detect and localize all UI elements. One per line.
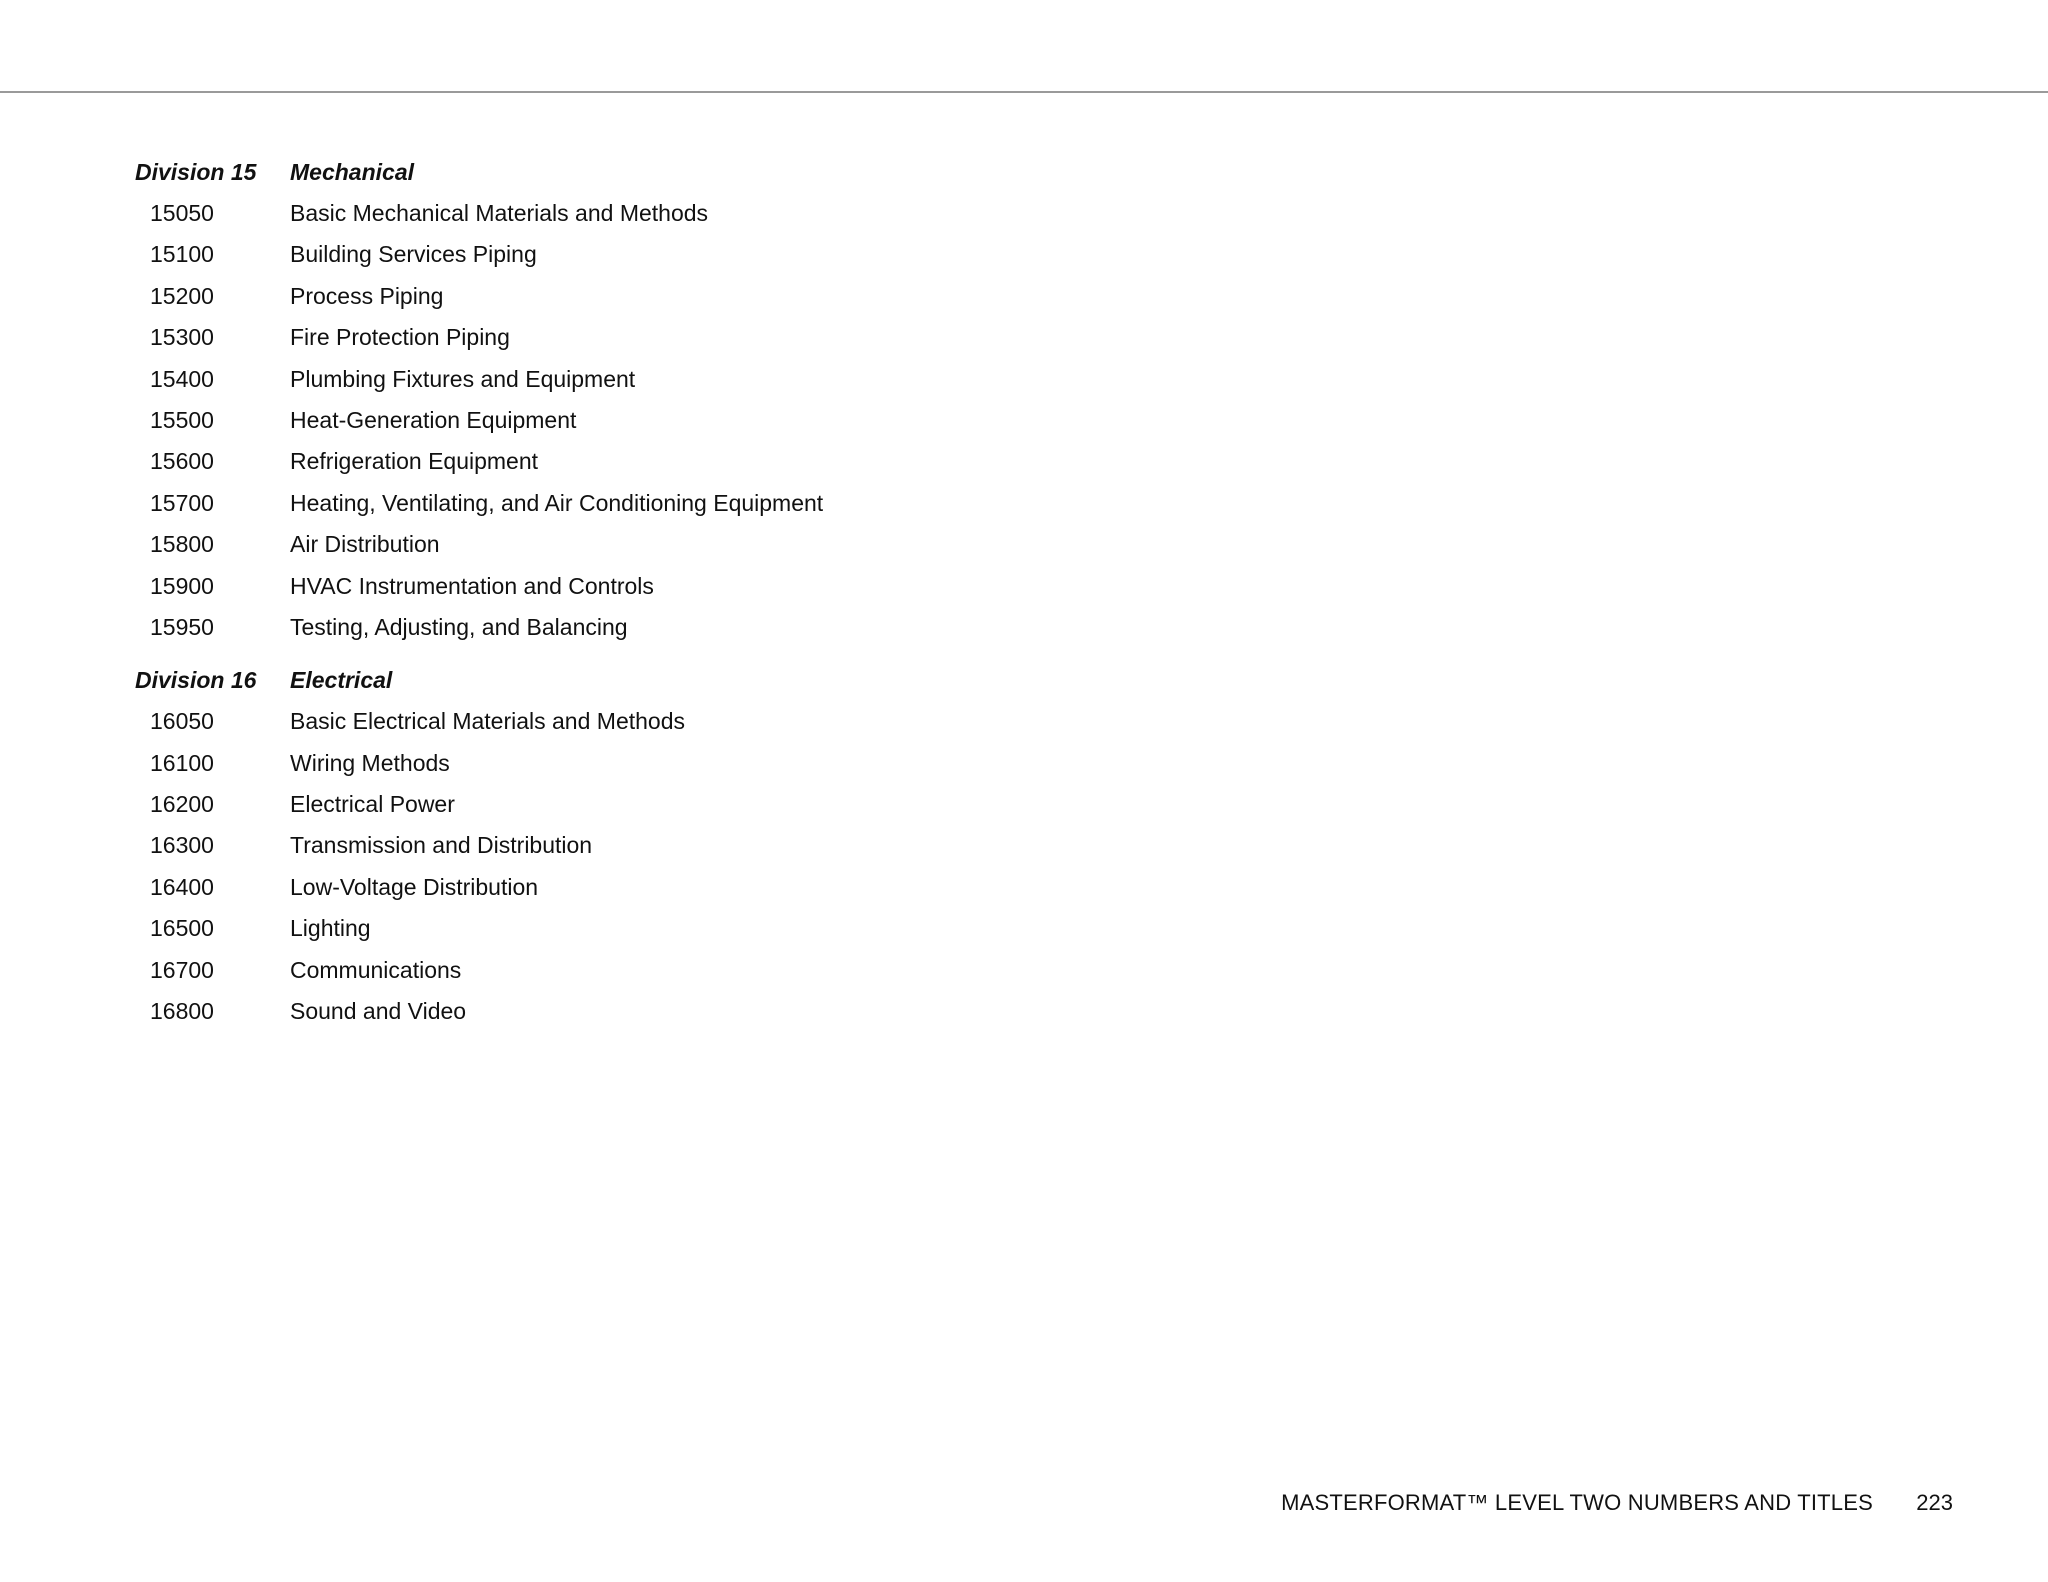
item-number: 16050 bbox=[150, 708, 214, 735]
list-item bbox=[135, 743, 1235, 784]
division-title: Electrical bbox=[290, 667, 393, 694]
item-number: 16300 bbox=[150, 832, 214, 859]
list-item bbox=[135, 607, 1235, 648]
list-item bbox=[135, 193, 1235, 234]
item-number: 15600 bbox=[150, 448, 214, 475]
item-number: 16200 bbox=[150, 791, 214, 818]
list-item bbox=[135, 276, 1235, 317]
item-number: 16100 bbox=[150, 749, 214, 776]
item-number: 15200 bbox=[150, 282, 214, 309]
item-title: Heat-Generation Equipment bbox=[290, 406, 577, 433]
item-number: 15800 bbox=[150, 531, 214, 558]
item-title: Fire Protection Piping bbox=[290, 324, 510, 351]
item-number: 15050 bbox=[150, 200, 214, 226]
item-number: 15700 bbox=[150, 489, 214, 516]
item-title: Basic Electrical Materials and Methods bbox=[290, 708, 685, 735]
item-title: Basic Mechanical Materials and Methods bbox=[290, 200, 709, 226]
page-number: 223 bbox=[1916, 1490, 1953, 1515]
item-number: 16800 bbox=[150, 998, 214, 1025]
item-title: Heating, Ventilating, and Air Conditioning Equipment bbox=[290, 489, 824, 516]
item-number: 15500 bbox=[150, 406, 214, 433]
item-title: Transmission and Distribution bbox=[290, 832, 593, 859]
item-number: 15900 bbox=[150, 572, 214, 599]
list-item bbox=[135, 825, 1235, 866]
list-item bbox=[135, 950, 1235, 991]
list-item bbox=[135, 701, 1235, 742]
header-rule bbox=[0, 91, 2048, 93]
item-title: Lighting bbox=[290, 915, 371, 942]
list-item bbox=[135, 566, 1235, 607]
item-title: Plumbing Fixtures and Equipment bbox=[290, 365, 636, 392]
list-item bbox=[135, 359, 1235, 400]
list-item bbox=[135, 234, 1235, 275]
item-title: Low-Voltage Distribution bbox=[290, 873, 539, 900]
item-title: Refrigeration Equipment bbox=[290, 448, 539, 475]
division-label: Division 16 bbox=[135, 667, 257, 694]
item-title: Process Piping bbox=[290, 282, 444, 309]
list-item bbox=[135, 317, 1235, 358]
item-number: 15300 bbox=[150, 324, 214, 351]
running-footer-title: MASTERFORMAT™ LEVEL TWO NUMBERS AND TITLES bbox=[1281, 1490, 1873, 1515]
list-item bbox=[135, 400, 1235, 441]
item-number: 16700 bbox=[150, 956, 214, 983]
item-title: Air Distribution bbox=[290, 531, 440, 558]
item-title: Electrical Power bbox=[290, 791, 455, 818]
page-footer bbox=[0, 1486, 2048, 1520]
item-number: 15950 bbox=[150, 613, 214, 640]
item-number: 16400 bbox=[150, 873, 214, 900]
division-section bbox=[135, 660, 1235, 1032]
list-item bbox=[135, 441, 1235, 482]
item-title: Building Services Piping bbox=[290, 241, 537, 268]
item-title: Testing, Adjusting, and Balancing bbox=[290, 613, 628, 640]
item-title: Sound and Video bbox=[290, 998, 467, 1025]
list-item bbox=[135, 784, 1235, 825]
item-number: 15400 bbox=[150, 365, 214, 392]
division-section bbox=[135, 152, 1235, 648]
document-body bbox=[135, 152, 1235, 1044]
division-header bbox=[135, 152, 1235, 193]
division-title: Mechanical bbox=[290, 159, 414, 185]
list-item bbox=[135, 867, 1235, 908]
list-item bbox=[135, 483, 1235, 524]
division-header bbox=[135, 660, 1235, 701]
item-number: 16500 bbox=[150, 915, 214, 942]
list-item bbox=[135, 908, 1235, 949]
item-title: Wiring Methods bbox=[290, 749, 450, 776]
list-item bbox=[135, 991, 1235, 1032]
item-number: 15100 bbox=[150, 241, 214, 268]
division-label: Division 15 bbox=[135, 159, 257, 185]
list-item bbox=[135, 524, 1235, 565]
item-title: HVAC Instrumentation and Controls bbox=[290, 572, 654, 599]
item-title: Communications bbox=[290, 956, 462, 983]
